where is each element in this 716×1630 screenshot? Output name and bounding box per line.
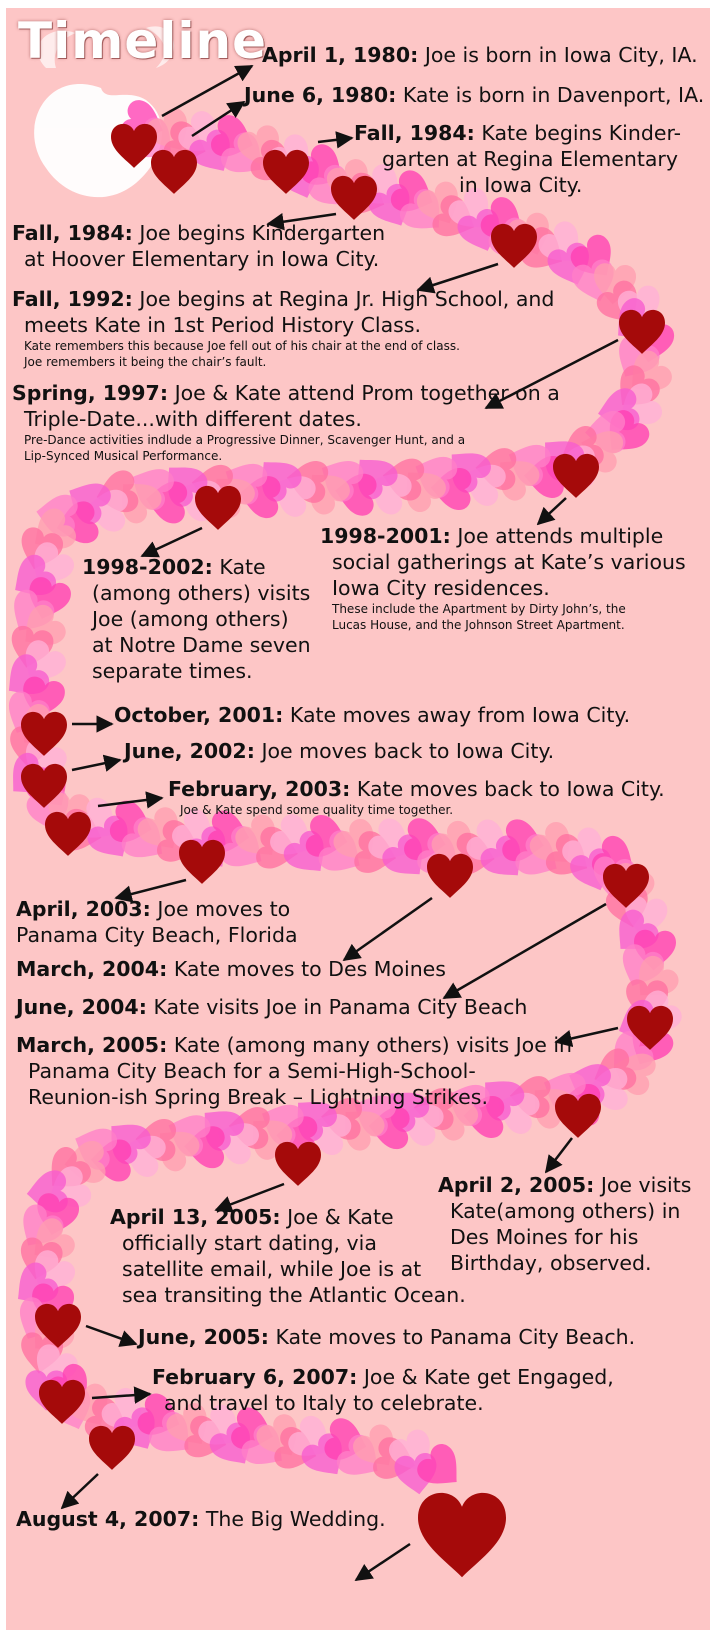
event-note: Lip-Synced Musical Performance. — [24, 449, 223, 463]
event-9 — [124, 738, 554, 764]
event-date: April, 2003: — [16, 897, 151, 921]
event-text: Joe begins Kindergarten — [139, 221, 386, 245]
event-text: Des Moines for his — [450, 1225, 639, 1249]
event-date: June, 2004: — [16, 995, 147, 1019]
event-text: in Iowa City. — [459, 173, 583, 197]
timeline-canvas — [6, 8, 710, 1630]
event-10 — [168, 776, 665, 818]
event-note: These include the Apartment by Dirty John’s, the — [332, 602, 626, 616]
event-14 — [16, 1032, 572, 1110]
event-note: Lucas House, and the Johnson Street Apartment. — [332, 618, 625, 632]
timeline-arrow-icon — [162, 66, 252, 116]
event-text: Birthday, observed. — [450, 1251, 652, 1275]
event-text: Iowa City residences. — [332, 576, 550, 600]
event-date: March, 2005: — [16, 1033, 168, 1057]
event-date: April 1, 1980: — [262, 43, 419, 67]
dark-heart-icon — [418, 1493, 506, 1577]
timeline-arrow-icon — [356, 1544, 410, 1580]
event-17 — [138, 1324, 635, 1350]
event-text: at Hoover Elementary in Iowa City. — [24, 247, 380, 271]
event-6 — [320, 523, 686, 633]
event-date: June 6, 1980: — [244, 83, 397, 107]
event-text: officially start dating, via — [122, 1231, 377, 1255]
event-text: (among others) visits — [92, 581, 311, 605]
event-2 — [354, 120, 681, 198]
event-8 — [114, 702, 630, 728]
event-16 — [110, 1204, 466, 1308]
event-text: Joe attends multiple — [457, 524, 664, 548]
event-text: and travel to Italy to celebrate. — [164, 1391, 484, 1415]
event-text: Panama City Beach, Florida — [16, 923, 298, 947]
event-text: Joe begins at Regina Jr. High School, and — [139, 287, 555, 311]
event-text: at Notre Dame seven — [92, 633, 311, 657]
event-4 — [12, 286, 554, 370]
event-date: Fall, 1984: — [354, 121, 475, 145]
event-note: Joe & Kate spend some quality time together. — [180, 803, 454, 817]
event-11 — [16, 896, 298, 948]
event-text: Kate moves to Panama City Beach. — [275, 1325, 636, 1349]
event-text: Joe & Kate attend Prom together on a — [174, 381, 560, 405]
event-7 — [82, 554, 311, 684]
event-text: Joe (among others) — [92, 607, 289, 631]
event-text: Panama City Beach for a Semi-High-School- — [28, 1059, 476, 1083]
event-text: The Big Wedding. — [205, 1507, 386, 1531]
event-text: sea transiting the Atlantic Ocean. — [122, 1283, 466, 1307]
event-date: April 2, 2005: — [438, 1173, 595, 1197]
event-text: Joe moves to — [157, 897, 291, 921]
page-title: Timeline — [18, 12, 268, 70]
event-note: Kate remembers this because Joe fell out of his chair at the end of class. — [24, 339, 460, 353]
event-text: Kate visits Joe in Panama City Beach — [153, 995, 528, 1019]
event-text: Kate moves to Des Moines — [173, 957, 446, 981]
timeline-arrow-icon — [318, 138, 352, 142]
event-text: garten at Regina Elementary — [382, 147, 678, 171]
event-date: October, 2001: — [114, 703, 284, 727]
event-5 — [12, 380, 560, 464]
event-text: Kate begins Kinder- — [481, 121, 682, 145]
event-date: 1998-2001: — [320, 524, 451, 548]
event-date: Spring, 1997: — [12, 381, 169, 405]
event-1 — [244, 82, 704, 108]
event-text: Joe is born in Iowa City, IA. — [424, 43, 698, 67]
event-15 — [438, 1172, 691, 1276]
event-3 — [12, 220, 385, 272]
event-18 — [152, 1364, 614, 1416]
event-text: Reunion-ish Spring Break – Lightning Strikes. — [28, 1085, 488, 1109]
event-text: Kate(among others) in — [450, 1199, 681, 1223]
event-date: March, 2004: — [16, 957, 168, 981]
timeline-arrow-icon — [538, 498, 566, 524]
event-0 — [262, 42, 698, 68]
event-text: Joe moves back to Iowa City. — [261, 739, 555, 763]
event-date: August 4, 2007: — [16, 1507, 200, 1531]
event-text: Kate is born in Davenport, IA. — [402, 83, 705, 107]
timeline-arrow-icon — [62, 1474, 98, 1508]
timeline-arrow-icon — [344, 898, 432, 960]
event-date: February 6, 2007: — [152, 1365, 358, 1389]
event-date: June, 2005: — [138, 1325, 269, 1349]
event-text: Kate — [219, 555, 266, 579]
event-12 — [16, 956, 446, 982]
event-date: June, 2002: — [124, 739, 255, 763]
event-date: Fall, 1984: — [12, 221, 133, 245]
event-text: satellite email, while Joe is at — [122, 1257, 422, 1281]
timeline-arrow-icon — [72, 760, 120, 770]
event-text: Joe & Kate get Engaged, — [363, 1365, 614, 1389]
event-date: 1998-2002: — [82, 555, 213, 579]
event-note: Pre-Dance activities indlude a Progressive Dinner, Scavenger Hunt, and a — [24, 433, 466, 447]
event-text: meets Kate in 1st Period History Class. — [24, 313, 422, 337]
event-text: separate times. — [92, 659, 253, 683]
event-date: April 13, 2005: — [110, 1205, 281, 1229]
event-text: Joe & Kate — [287, 1205, 394, 1229]
timeline-arrow-icon — [546, 1138, 572, 1172]
event-text: Kate moves back to Iowa City. — [356, 777, 665, 801]
event-date: Fall, 1992: — [12, 287, 133, 311]
timeline-arrow-icon — [86, 1326, 136, 1344]
timeline-arrow-icon — [444, 904, 606, 998]
event-text: Kate (among many others) visits Joe in — [173, 1033, 573, 1057]
event-date: February, 2003: — [168, 777, 351, 801]
event-text: Kate moves away from Iowa City. — [289, 703, 631, 727]
event-text: social gatherings at Kate’s various — [332, 550, 686, 574]
event-text: Joe visits — [600, 1173, 692, 1197]
event-text: Triple-Date...with different dates. — [24, 407, 362, 431]
timeline-arrow-icon — [142, 528, 202, 556]
event-19 — [16, 1506, 386, 1532]
event-13 — [16, 994, 527, 1020]
event-note: Joe remembers it being the chair’s fault. — [24, 355, 267, 369]
